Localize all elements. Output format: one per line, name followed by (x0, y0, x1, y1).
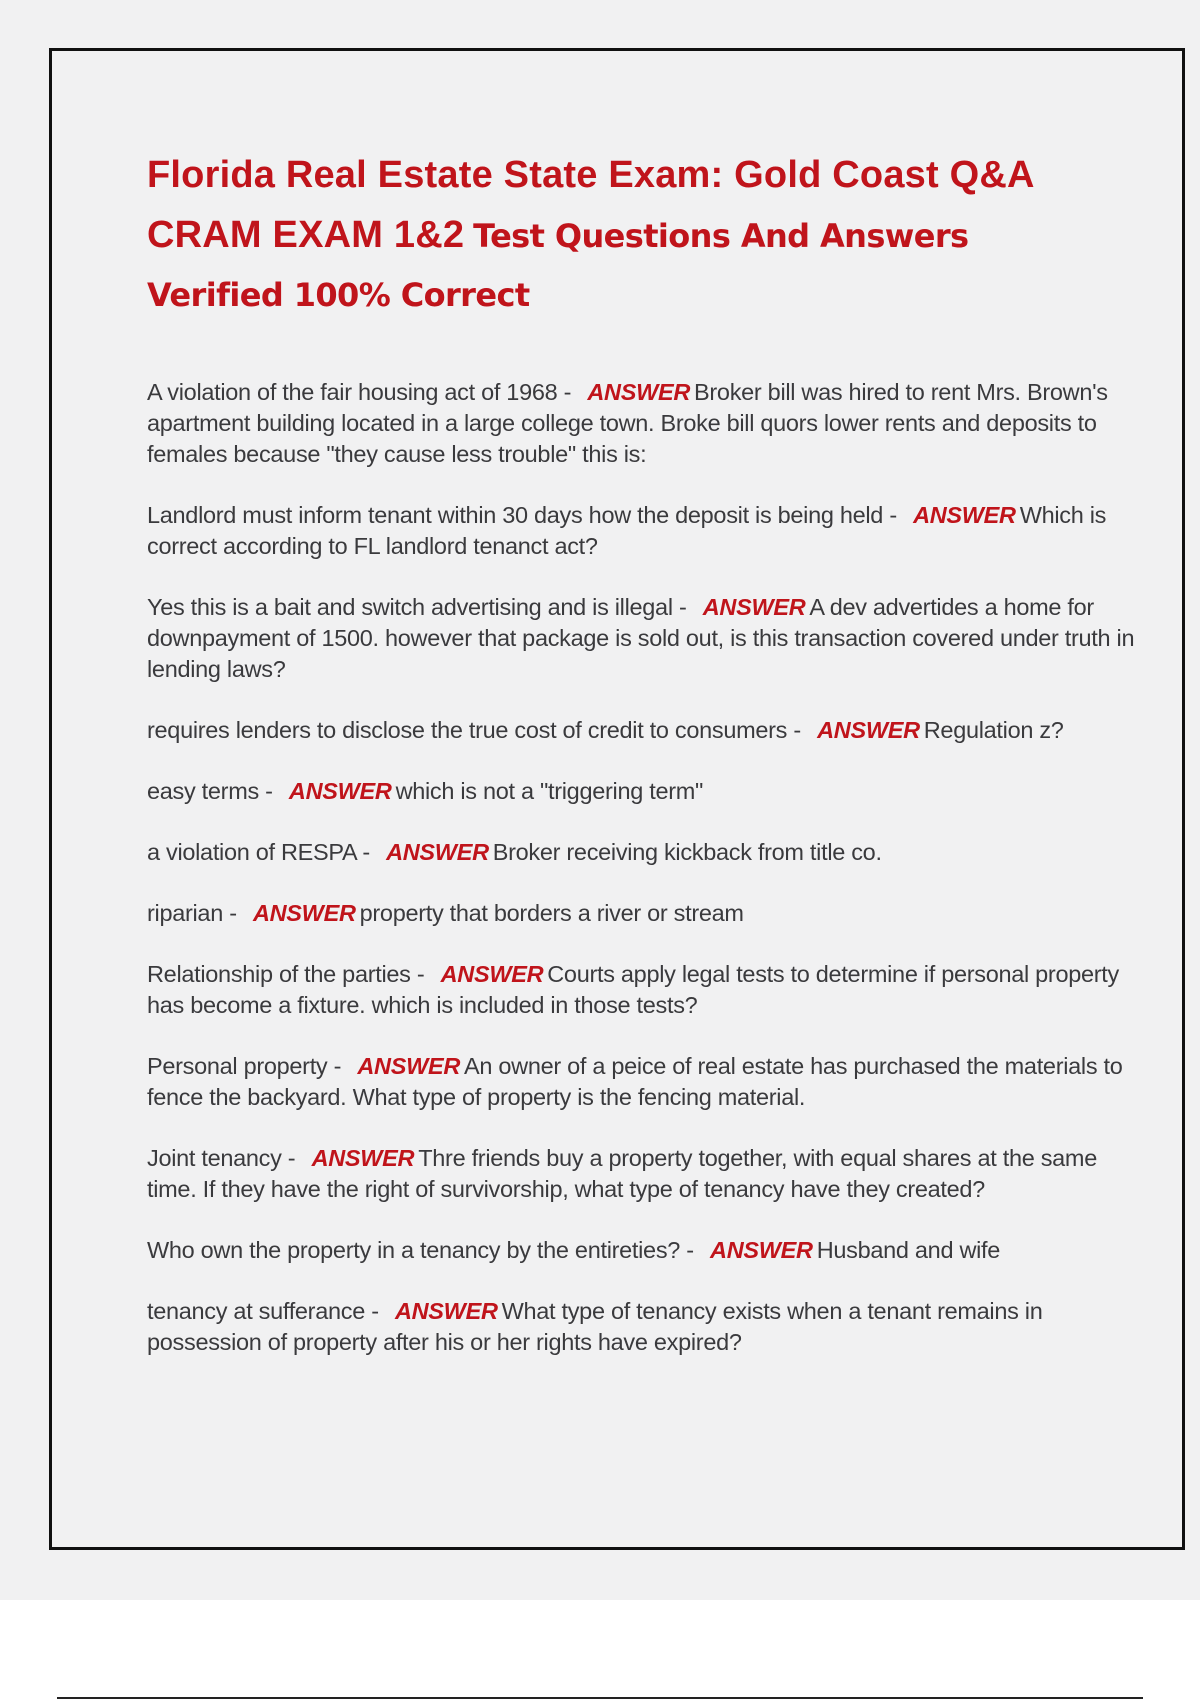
qa-text: What type of tenancy exists when a tenant remains in possession of property after his or her rights have expired? (147, 1298, 1043, 1355)
answer-label: ANSWER (252, 900, 356, 926)
qa-term: tenancy at sufferance (147, 1298, 365, 1324)
qa-separator: - (281, 1145, 302, 1171)
qa-term: Relationship of the parties (147, 961, 411, 987)
qa-separator: - (222, 900, 243, 926)
answer-label: ANSWER (394, 1298, 498, 1324)
qa-term: A violation of the fair housing act of 1968 (147, 379, 558, 405)
qa-term: riparian (147, 900, 223, 926)
qa-separator: - (787, 717, 808, 743)
qa-item (147, 1235, 1137, 1266)
qa-separator: - (557, 379, 578, 405)
qa-item (147, 1143, 1137, 1205)
qa-item (147, 715, 1137, 746)
qa-separator: - (672, 594, 693, 620)
answer-label: ANSWER (288, 778, 392, 804)
answer-label: ANSWER (357, 1053, 461, 1079)
qa-item (147, 776, 1137, 807)
qa-item (147, 959, 1137, 1021)
qa-item (147, 1051, 1137, 1113)
qa-separator: - (258, 778, 279, 804)
qa-item (147, 592, 1137, 685)
qa-term: Landlord must inform tenant within 30 days how the deposit is being held (147, 502, 884, 528)
qa-item (147, 377, 1137, 470)
qa-term: Personal property (147, 1053, 328, 1079)
qa-separator: - (680, 1237, 701, 1263)
answer-label: ANSWER (702, 594, 806, 620)
qa-text: An owner of a peice of real estate has purchased the materials to fence the backyard. What type of property is the fencing material. (147, 1053, 1123, 1110)
qa-text: Thre friends buy a property together, with equal shares at the same time. If they have the right of survivorship, what type of tenancy have they created? (147, 1145, 1097, 1202)
document-page (49, 48, 1185, 1550)
qa-term: a violation of RESPA (147, 839, 357, 865)
qa-text: property that borders a river or stream (359, 900, 744, 926)
qa-item (147, 898, 1137, 929)
qa-item (147, 837, 1137, 868)
qa-separator: - (327, 1053, 348, 1079)
answer-label: ANSWER (440, 961, 544, 987)
answer-label: ANSWER (386, 839, 489, 865)
answer-label: ANSWER (710, 1237, 813, 1263)
qa-text: Courts apply legal tests to determine if personal property has become a fixture. which is included in those tests? (147, 961, 1119, 1018)
qa-text: Which is correct according to FL landlord tenanct act? (147, 502, 1107, 559)
answer-label: ANSWER (817, 717, 920, 743)
qa-item (147, 1296, 1137, 1358)
title-main: Florida Real Estate State Exam: Gold Coast Q&A CRAM EXAM 1&2 (147, 154, 1034, 256)
qa-term: easy terms (147, 778, 259, 804)
answer-label: ANSWER (311, 1145, 415, 1171)
qa-text: which is not a "triggering term" (395, 778, 704, 804)
qa-separator: - (356, 839, 377, 865)
qa-term: Joint tenancy (147, 1145, 282, 1171)
document-title (147, 146, 1087, 325)
qa-term: requires lenders to disclose the true cost of credit to consumers (147, 717, 788, 743)
footer-divider (57, 1697, 1143, 1699)
qa-separator: - (410, 961, 431, 987)
qa-text: Broker receiving kickback from title co. (492, 839, 882, 865)
qa-separator: - (883, 502, 904, 528)
qa-text: Broker bill was hired to rent Mrs. Brown's apartment building located in a large college town. Broke bill quors lower rents and deposits to females because "they cause less trouble" this is: (147, 379, 1108, 467)
qa-list (147, 377, 1137, 1388)
answer-label: ANSWER (587, 379, 691, 405)
qa-text: Husband and wife (816, 1237, 1001, 1263)
qa-term: Yes this is a bait and switch advertising and is illegal (147, 594, 673, 620)
qa-text: A dev advertides a home for downpayment of 1500. however that package is sold out, is this transaction covered under truth in lending laws? (147, 594, 1135, 682)
title-sub: Test Questions And Answers Verified 100% Correct (147, 217, 969, 314)
answer-label: ANSWER (913, 502, 1016, 528)
qa-separator: - (364, 1298, 385, 1324)
qa-item (147, 500, 1137, 562)
qa-text: Regulation z? (923, 717, 1064, 743)
qa-term: Who own the property in a tenancy by the entireties? (147, 1237, 681, 1263)
